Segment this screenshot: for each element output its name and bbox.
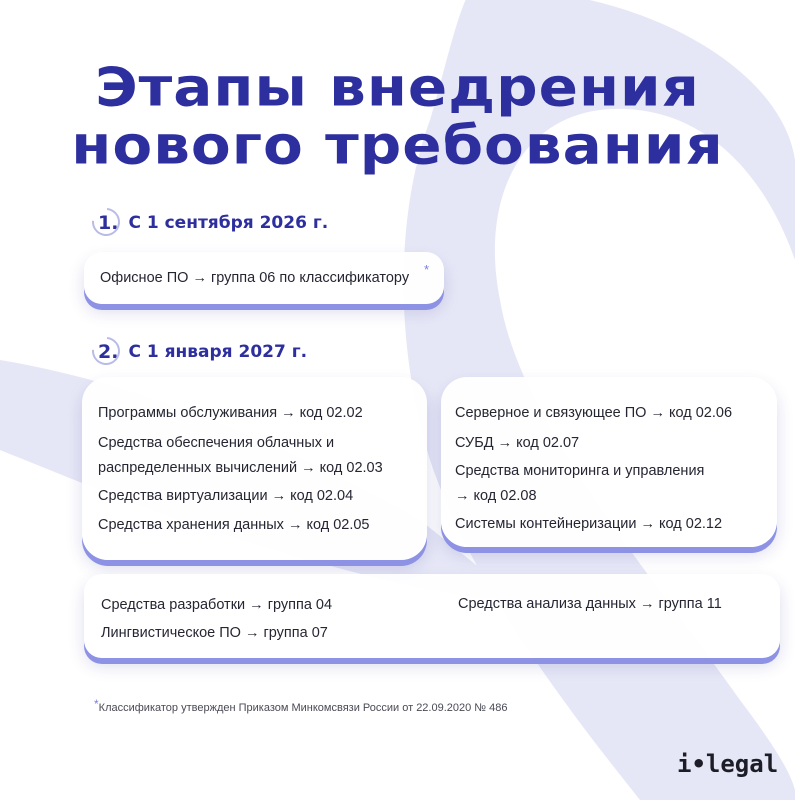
footnote bbox=[94, 697, 508, 714]
list-item: СУБД → код 02.07 bbox=[455, 435, 580, 451]
page-title-line-2: нового требования bbox=[71, 113, 724, 177]
stage-2-left-card bbox=[82, 377, 427, 560]
page-title-line-1: Этапы внедрения bbox=[95, 55, 700, 119]
stage-2-label: С 1 января 2027 г. bbox=[128, 342, 308, 362]
list-item: Серверное и связующее ПО → код 02.06 bbox=[455, 405, 733, 421]
list-item: Средства хранения данных → код 02.05 bbox=[98, 517, 370, 533]
classifier-asterisk: * bbox=[424, 262, 430, 277]
list-item: Средства виртуализации → код 02.04 bbox=[98, 488, 354, 504]
stage-2-bottom-card bbox=[84, 574, 780, 658]
footnote-asterisk: * bbox=[94, 697, 99, 711]
footnote-text: Классификатор утвержден Приказом Минкомсвязи России от 22.09.2020 № 486 bbox=[98, 702, 508, 714]
stage-1-card bbox=[84, 252, 444, 304]
list-item: распределенных вычислений → код 02.03 bbox=[98, 460, 383, 476]
stage-2-number: 2. bbox=[92, 341, 122, 363]
list-item: Средства обеспечения облачных и bbox=[98, 435, 335, 451]
list-item: Программы обслуживания → код 02.02 bbox=[98, 405, 363, 421]
list-item: Средства мониторинга и управления bbox=[455, 463, 705, 479]
stage-2-right-card bbox=[441, 377, 777, 547]
stage-1-heading bbox=[92, 212, 328, 234]
ilegal-logo: i•legal bbox=[677, 750, 779, 778]
stage-1-number: 1. bbox=[92, 212, 122, 234]
list-item: Средства разработки → группа 04 bbox=[101, 597, 333, 613]
list-item: Системы контейнеризации → код 02.12 bbox=[455, 516, 723, 532]
list-item: → код 02.08 bbox=[455, 488, 537, 504]
list-item: Средства анализа данных → группа 11 bbox=[458, 596, 722, 612]
stage-2-heading bbox=[92, 341, 307, 363]
stage-1-item: Офисное ПО → группа 06 по классификатору bbox=[100, 270, 410, 286]
stage-1-label: С 1 сентября 2026 г. bbox=[128, 213, 329, 233]
list-item: Лингвистическое ПО → группа 07 bbox=[101, 625, 328, 641]
